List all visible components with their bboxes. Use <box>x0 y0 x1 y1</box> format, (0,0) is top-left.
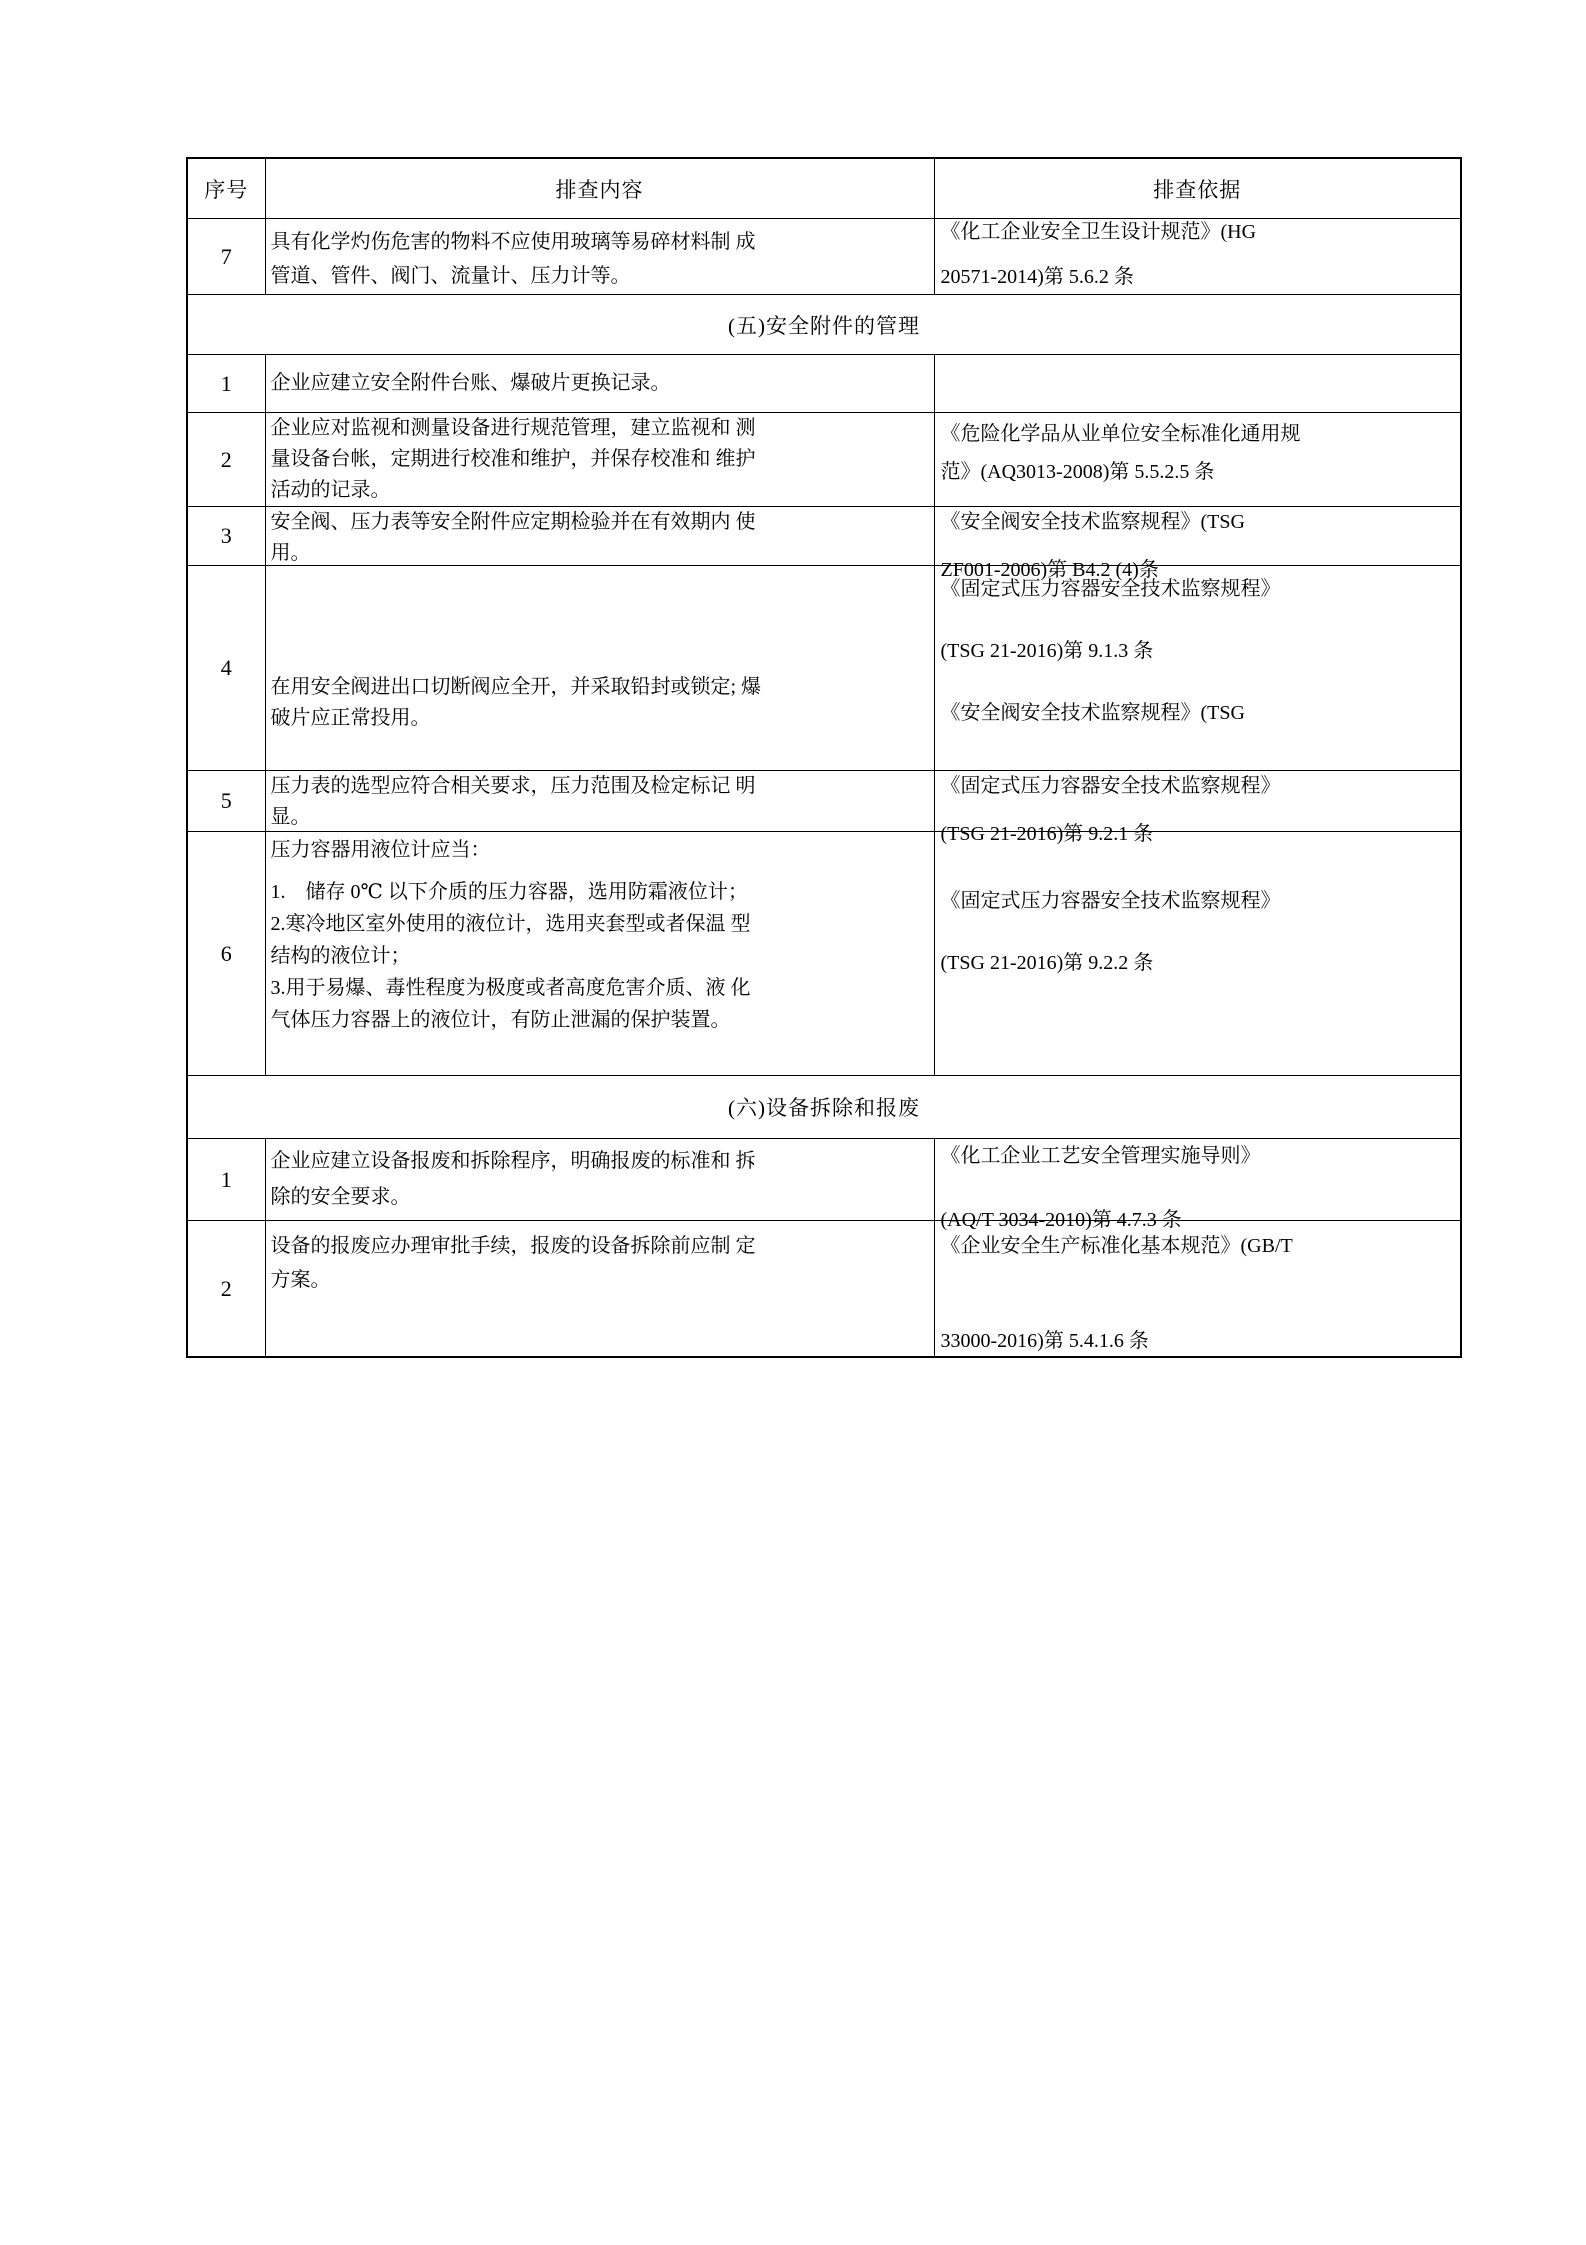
basis-line: 20571-2014)第 5.6.2 条 <box>940 266 1134 288</box>
basis-line: 《固定式压力容器安全技术监察规程》 <box>940 578 1281 600</box>
basis-line: (AQ/T 3034-2010)第 4.7.3 条 <box>940 1209 1182 1231</box>
content-line: 2.寒冷地区室外使用的液位计，选用夹套型或者保温 型 <box>270 913 751 935</box>
content-line: 压力容器用液位计应当： <box>270 839 491 861</box>
table-row <box>187 1221 1461 1358</box>
inspection-content-cell <box>266 219 934 294</box>
content-line: 活动的记录。 <box>270 479 391 501</box>
basis-line: 《安全阀安全技术监察规程》(TSG <box>940 702 1245 724</box>
basis-line: 《固定式压力容器安全技术监察规程》 <box>940 890 1281 912</box>
inspection-basis-cell <box>935 771 1461 845</box>
content-line: 显。 <box>270 806 311 828</box>
content-line: 方案。 <box>270 1269 331 1291</box>
table-row <box>187 566 1461 771</box>
content-line: 1. 储存 0℃ 以下介质的压力容器，选用防霜液位计； <box>270 881 748 903</box>
table-header-row <box>187 158 1461 219</box>
basis-line: 《化工企业工艺安全管理实施导则》 <box>940 1145 1261 1167</box>
inspection-checklist-table <box>186 157 1462 1358</box>
content-line: 管道、管件、阀门、流量计、压力计等。 <box>270 265 631 287</box>
inspection-basis-cell <box>935 507 1461 581</box>
inspection-content-cell <box>266 771 934 831</box>
section-title: (六)设备拆除和报废 <box>728 1096 920 1120</box>
column-header-number: 序号 <box>204 177 249 202</box>
table-row <box>187 507 1461 566</box>
table-row <box>187 771 1461 832</box>
inspection-content-cell <box>266 413 934 506</box>
row-number: 2 <box>220 446 232 472</box>
row-number: 1 <box>220 370 232 396</box>
basis-line: (TSG 21-2016)第 9.2.1 条 <box>940 823 1154 845</box>
content-line: 设备的报废应办理审批手续，报废的设备拆除前应制 定 <box>270 1235 756 1257</box>
table-row <box>187 219 1461 295</box>
inspection-basis-cell <box>935 1221 1461 1356</box>
table-row <box>187 832 1461 1076</box>
section-title: (五)安全附件的管理 <box>728 313 920 338</box>
content-line: 用。 <box>270 542 311 564</box>
inspection-content-cell <box>266 1139 934 1220</box>
basis-line: 《固定式压力容器安全技术监察规程》 <box>940 775 1281 797</box>
section-header-row <box>187 295 1461 355</box>
inspection-basis-cell <box>935 355 1461 412</box>
content-line: 气体压力容器上的液位计，有防止泄漏的保护装置。 <box>270 1009 731 1031</box>
content-line: 除的安全要求。 <box>270 1186 411 1208</box>
basis-line: 33000-2016)第 5.4.1.6 条 <box>940 1330 1149 1352</box>
content-line: 压力表的选型应符合相关要求，压力范围及检定标记 明 <box>270 775 756 797</box>
basis-line: ZF001-2006)第 B4.2 (4)条 <box>940 559 1159 581</box>
section-header-row <box>187 1076 1461 1139</box>
content-line: 量设备台帐，定期进行校准和维护，并保存校准和 维护 <box>270 448 756 470</box>
row-number: 4 <box>220 655 232 680</box>
row-number: 5 <box>220 788 232 813</box>
content-line: 在用安全阀进出口切断阀应全开，并采取铅封或锁定; 爆 <box>270 676 762 698</box>
content-line: 企业应建立安全附件台账、爆破片更换记录。 <box>270 372 671 394</box>
content-line: 破片应正常投用。 <box>270 707 431 729</box>
inspection-content-cell <box>266 832 934 1075</box>
row-number: 1 <box>220 1166 232 1192</box>
basis-line: 《安全阀安全技术监察规程》(TSG <box>940 511 1245 533</box>
inspection-basis-cell <box>935 219 1461 294</box>
table-body <box>187 158 1461 1357</box>
basis-line: (TSG 21-2016)第 9.1.3 条 <box>940 640 1154 662</box>
basis-line: (TSG 21-2016)第 9.2.2 条 <box>940 952 1154 974</box>
content-line: 安全阀、压力表等安全附件应定期检验并在有效期内 使 <box>270 511 756 533</box>
column-header-basis: 排查依据 <box>1153 177 1242 202</box>
row-number: 6 <box>220 940 232 966</box>
inspection-content-cell <box>266 566 934 770</box>
inspection-basis-cell <box>935 832 1461 1075</box>
inspection-content-cell <box>266 1221 934 1356</box>
row-number: 3 <box>220 523 232 548</box>
content-line: 企业应对监视和测量设备进行规范管理，建立监视和 测 <box>270 417 756 439</box>
table-row <box>187 1139 1461 1221</box>
column-header-content: 排查内容 <box>555 177 644 202</box>
inspection-content-cell <box>266 355 934 412</box>
content-line: 具有化学灼伤危害的物料不应使用玻璃等易碎材料制 成 <box>270 231 756 253</box>
basis-line: 《危险化学品从业单位安全标准化通用规 <box>940 423 1301 445</box>
table-row <box>187 355 1461 413</box>
content-line: 3.用于易爆、毒性程度为极度或者高度危害介质、液 化 <box>270 977 751 999</box>
inspection-content-cell <box>266 507 934 565</box>
basis-line: 范》(AQ3013-2008)第 5.5.2.5 条 <box>940 461 1215 483</box>
inspection-basis-cell <box>935 1139 1461 1231</box>
inspection-basis-cell <box>935 566 1461 770</box>
row-number: 7 <box>220 243 232 269</box>
content-line: 结构的液位计； <box>270 945 411 967</box>
basis-line: 《化工企业安全卫生设计规范》(HG <box>940 221 1257 243</box>
basis-line: 《企业安全生产标准化基本规范》(GB/T <box>940 1235 1293 1257</box>
row-number: 2 <box>220 1275 232 1301</box>
inspection-basis-cell <box>935 413 1461 506</box>
table-row <box>187 413 1461 507</box>
content-line: 企业应建立设备报废和拆除程序，明确报废的标准和 拆 <box>270 1150 756 1172</box>
